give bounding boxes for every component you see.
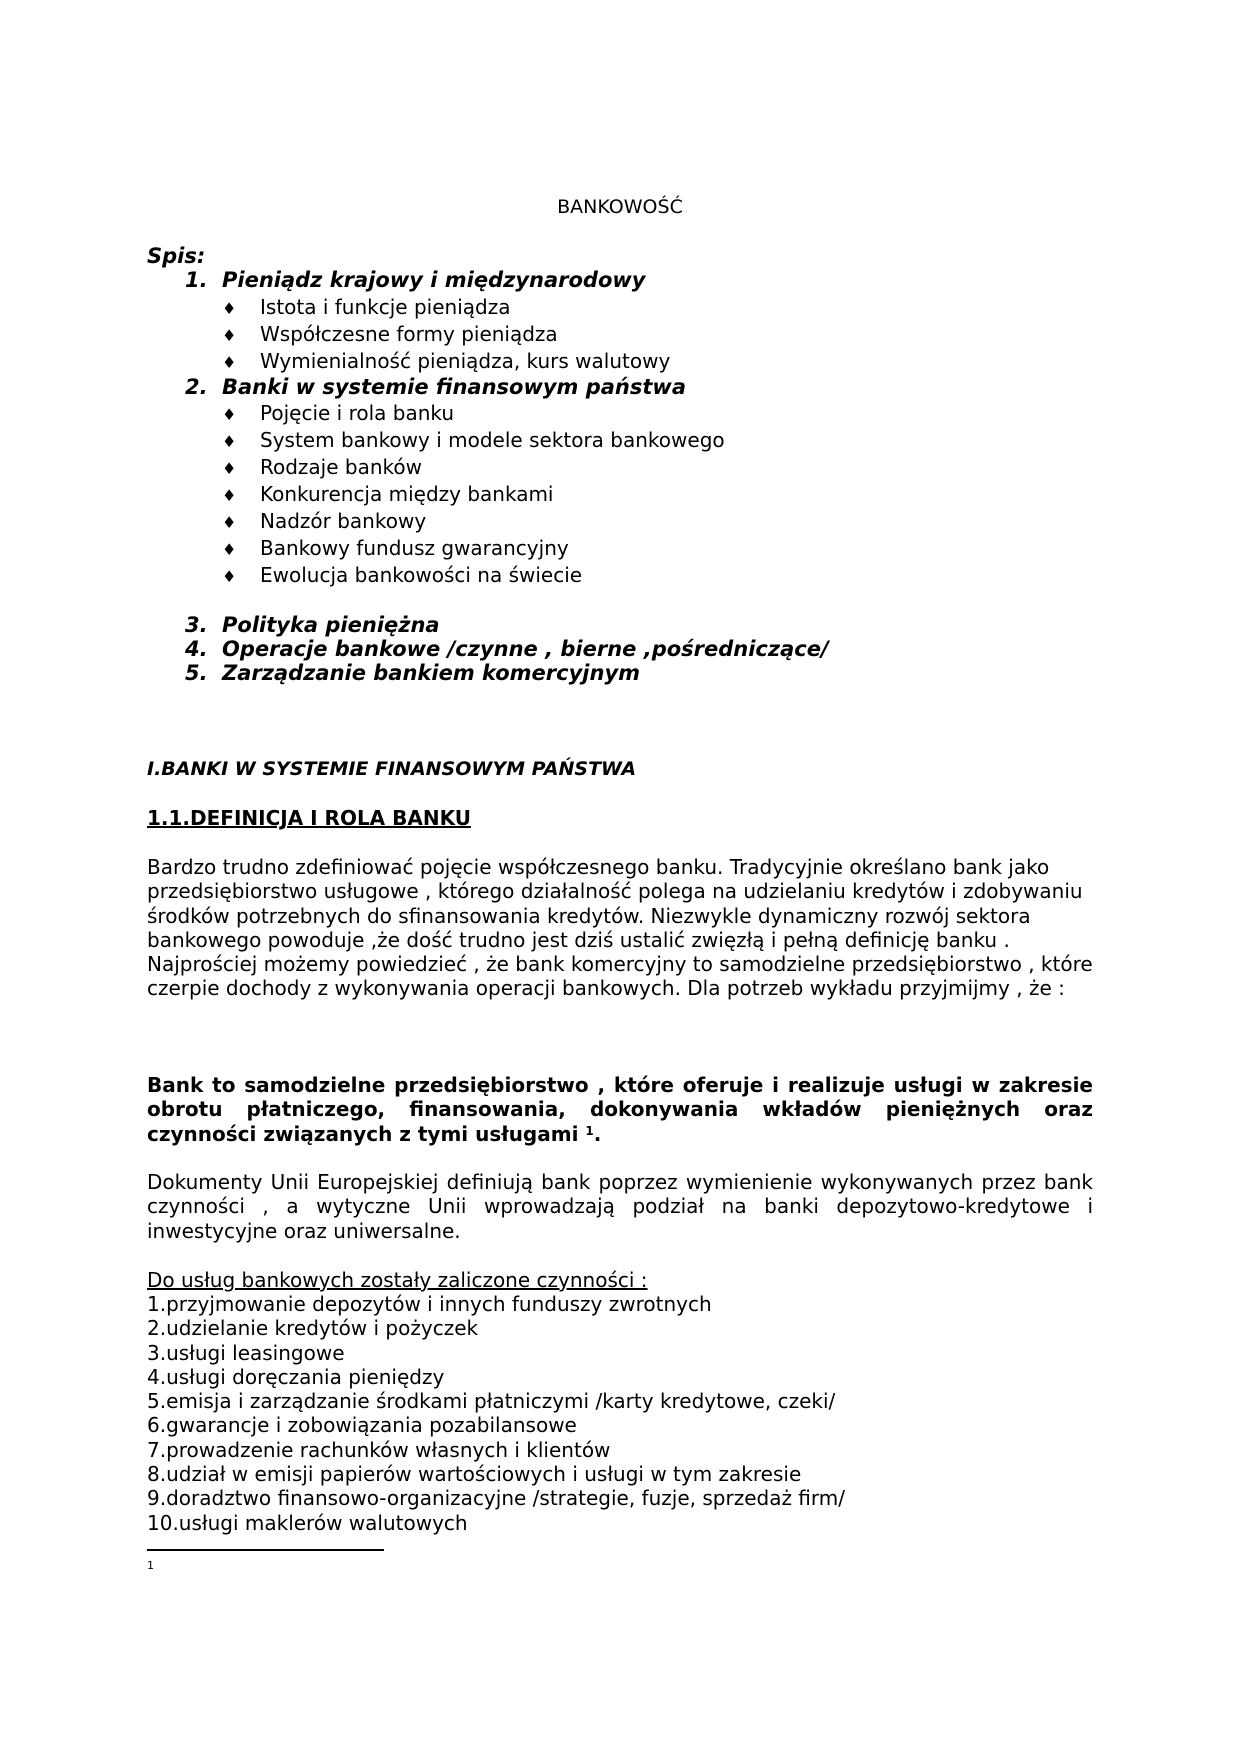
list-item: 8.udział w emisji papierów wartościowych i usługi w tym zakresie [147, 1462, 802, 1487]
section-title: I.BANKI W SYSTEMIE FINANSOWYM PAŃSTWA [147, 758, 637, 780]
list-item: 10.usługi maklerów walutowych [147, 1510, 468, 1535]
toc-subitem: ♦ Konkurencja między bankami [222, 482, 554, 506]
toc-item-3 [185, 613, 440, 637]
list-item: 9.doradztwo finansowo-organizacyjne /strategie, fuzje, sprzedaż firm/ [147, 1486, 845, 1511]
list-item: 4.usługi doręczania pieniędzy [147, 1364, 445, 1389]
diamond-bullet-icon: ♦ [222, 513, 237, 532]
footnote-separator [147, 1549, 384, 1551]
toc-number: 2. [185, 375, 208, 399]
toc-subitem: ♦ Bankowy fundusz gwarancyjny [222, 536, 569, 560]
diamond-bullet-icon: ♦ [222, 486, 237, 505]
document-title: BANKOWOŚĆ [557, 196, 683, 218]
services-list-heading: Do usług bankowych zostały zaliczone czynności : [147, 1268, 648, 1292]
paragraph: Bardzo trudno zdefiniować pojęcie współczesnego banku. Tradycyjnie określano bank jako przedsiębiorstwo usługowe , którego działalność polega na udzielaniu kredytów i zdobywaniu środków potrzebnych do sfinansowania kredytów. Niezwykle dynamiczny rozwój sektora bankowego powoduje ,że dość trudno jest dziś ustalić zwięzłą i pełną definicję banku . [147, 855, 1083, 952]
toc-number: 1. [185, 268, 208, 292]
toc-number: 3. [185, 613, 208, 637]
diamond-bullet-icon: ♦ [222, 540, 237, 559]
toc-item-2 [185, 375, 686, 399]
toc-subitem: ♦ Pojęcie i rola banku [222, 401, 455, 425]
toc-label-text: Pieniądz krajowy i międzynarodowy [222, 268, 646, 292]
diamond-bullet-icon: ♦ [222, 567, 237, 586]
diamond-bullet-icon: ♦ [222, 432, 237, 451]
toc-subitem: ♦ Rodzaje banków [222, 455, 422, 479]
diamond-bullet-icon: ♦ [222, 405, 237, 424]
toc-label-text: Banki w systemie finansowym państwa [222, 375, 686, 399]
intro-paragraphs [147, 855, 1093, 1001]
services-list [147, 1292, 845, 1535]
paragraph: Najprościej możemy powiedzieć , że bank komercyjny to samodzielne przedsiębiorstwo , które czerpie dochody z wykonywania operacji bankowych. Dla potrzeb wykładu przyjmijmy , że : [147, 952, 1093, 1001]
toc-item-1 [185, 268, 645, 292]
toc-label: Spis: [147, 244, 206, 268]
toc-subitem: ♦ System bankowy i modele sektora bankowego [222, 428, 725, 452]
toc-number: 5. [185, 661, 208, 685]
list-item: 6.gwarancje i zobowiązania pozabilansowe [147, 1413, 577, 1438]
toc-subitem: ♦ Wymienialność pieniądza, kurs walutowy [222, 349, 671, 373]
footnote-number: 1 [147, 1559, 154, 1572]
footnote-reference[interactable]: 1 [585, 1123, 594, 1138]
list-item: 2.udzielanie kredytów i pożyczek [147, 1316, 479, 1341]
list-item: 3.usługi leasingowe [147, 1340, 345, 1365]
eu-paragraph: Dokumenty Unii Europejskiej definiują bank poprzez wymienienie wykonywanych przez bank czynności , a wytyczne Unii wprowadzają podział na banki depozytowo-kredytowe i inwestycyjne oraz uniwersalne. [147, 1170, 1093, 1243]
toc-subitem: ♦ Współczesne formy pieniądza [222, 322, 558, 346]
definition-text: Bank to samodzielne przedsiębiorstwo , które oferuje i realizuje usługi w zakresie obrotu płatniczego, finansowania, dokonywania wkładów pieniężnych oraz czynności związanych z tymi usługami [147, 1073, 1093, 1146]
diamond-bullet-icon: ♦ [222, 459, 237, 478]
diamond-bullet-icon: ♦ [222, 326, 237, 345]
diamond-bullet-icon: ♦ [222, 299, 237, 318]
toc-subitem: ♦ Istota i funkcje pieniądza [222, 295, 511, 319]
toc-subitem: ♦ Nadzór bankowy [222, 509, 427, 533]
toc-label-text: Operacje bankowe /czynne , bierne ,pośredniczące/ [222, 637, 829, 661]
toc-item-5 [185, 661, 640, 685]
toc-number: 4. [185, 637, 208, 661]
list-item: 5.emisja i zarządzanie środkami płatniczymi /karty kredytowe, czeki/ [147, 1389, 836, 1414]
subsection-title: 1.1.DEFINICJA I ROLA BANKU [147, 806, 471, 830]
list-item: 7.prowadzenie rachunków własnych i klientów [147, 1437, 611, 1462]
list-item: 1.przyjmowanie depozytów i innych funduszy zwrotnych [147, 1292, 712, 1316]
bank-definition: Bank to samodzielne przedsiębiorstwo , które oferuje i realizuje usługi w zakresie obrotu płatniczego, finansowania, dokonywania wkładów pieniężnych oraz czynności związanych z tymi usługami $^1$. [147, 1073, 1093, 1146]
diamond-bullet-icon: ♦ [222, 353, 237, 372]
toc-item-4 [185, 637, 829, 661]
toc-label-text: Zarządzanie bankiem komercyjnym [222, 661, 641, 685]
toc-subitem: ♦ Ewolucja bankowości na świecie [222, 563, 583, 587]
toc-label-text: Polityka pieniężna [222, 613, 440, 637]
